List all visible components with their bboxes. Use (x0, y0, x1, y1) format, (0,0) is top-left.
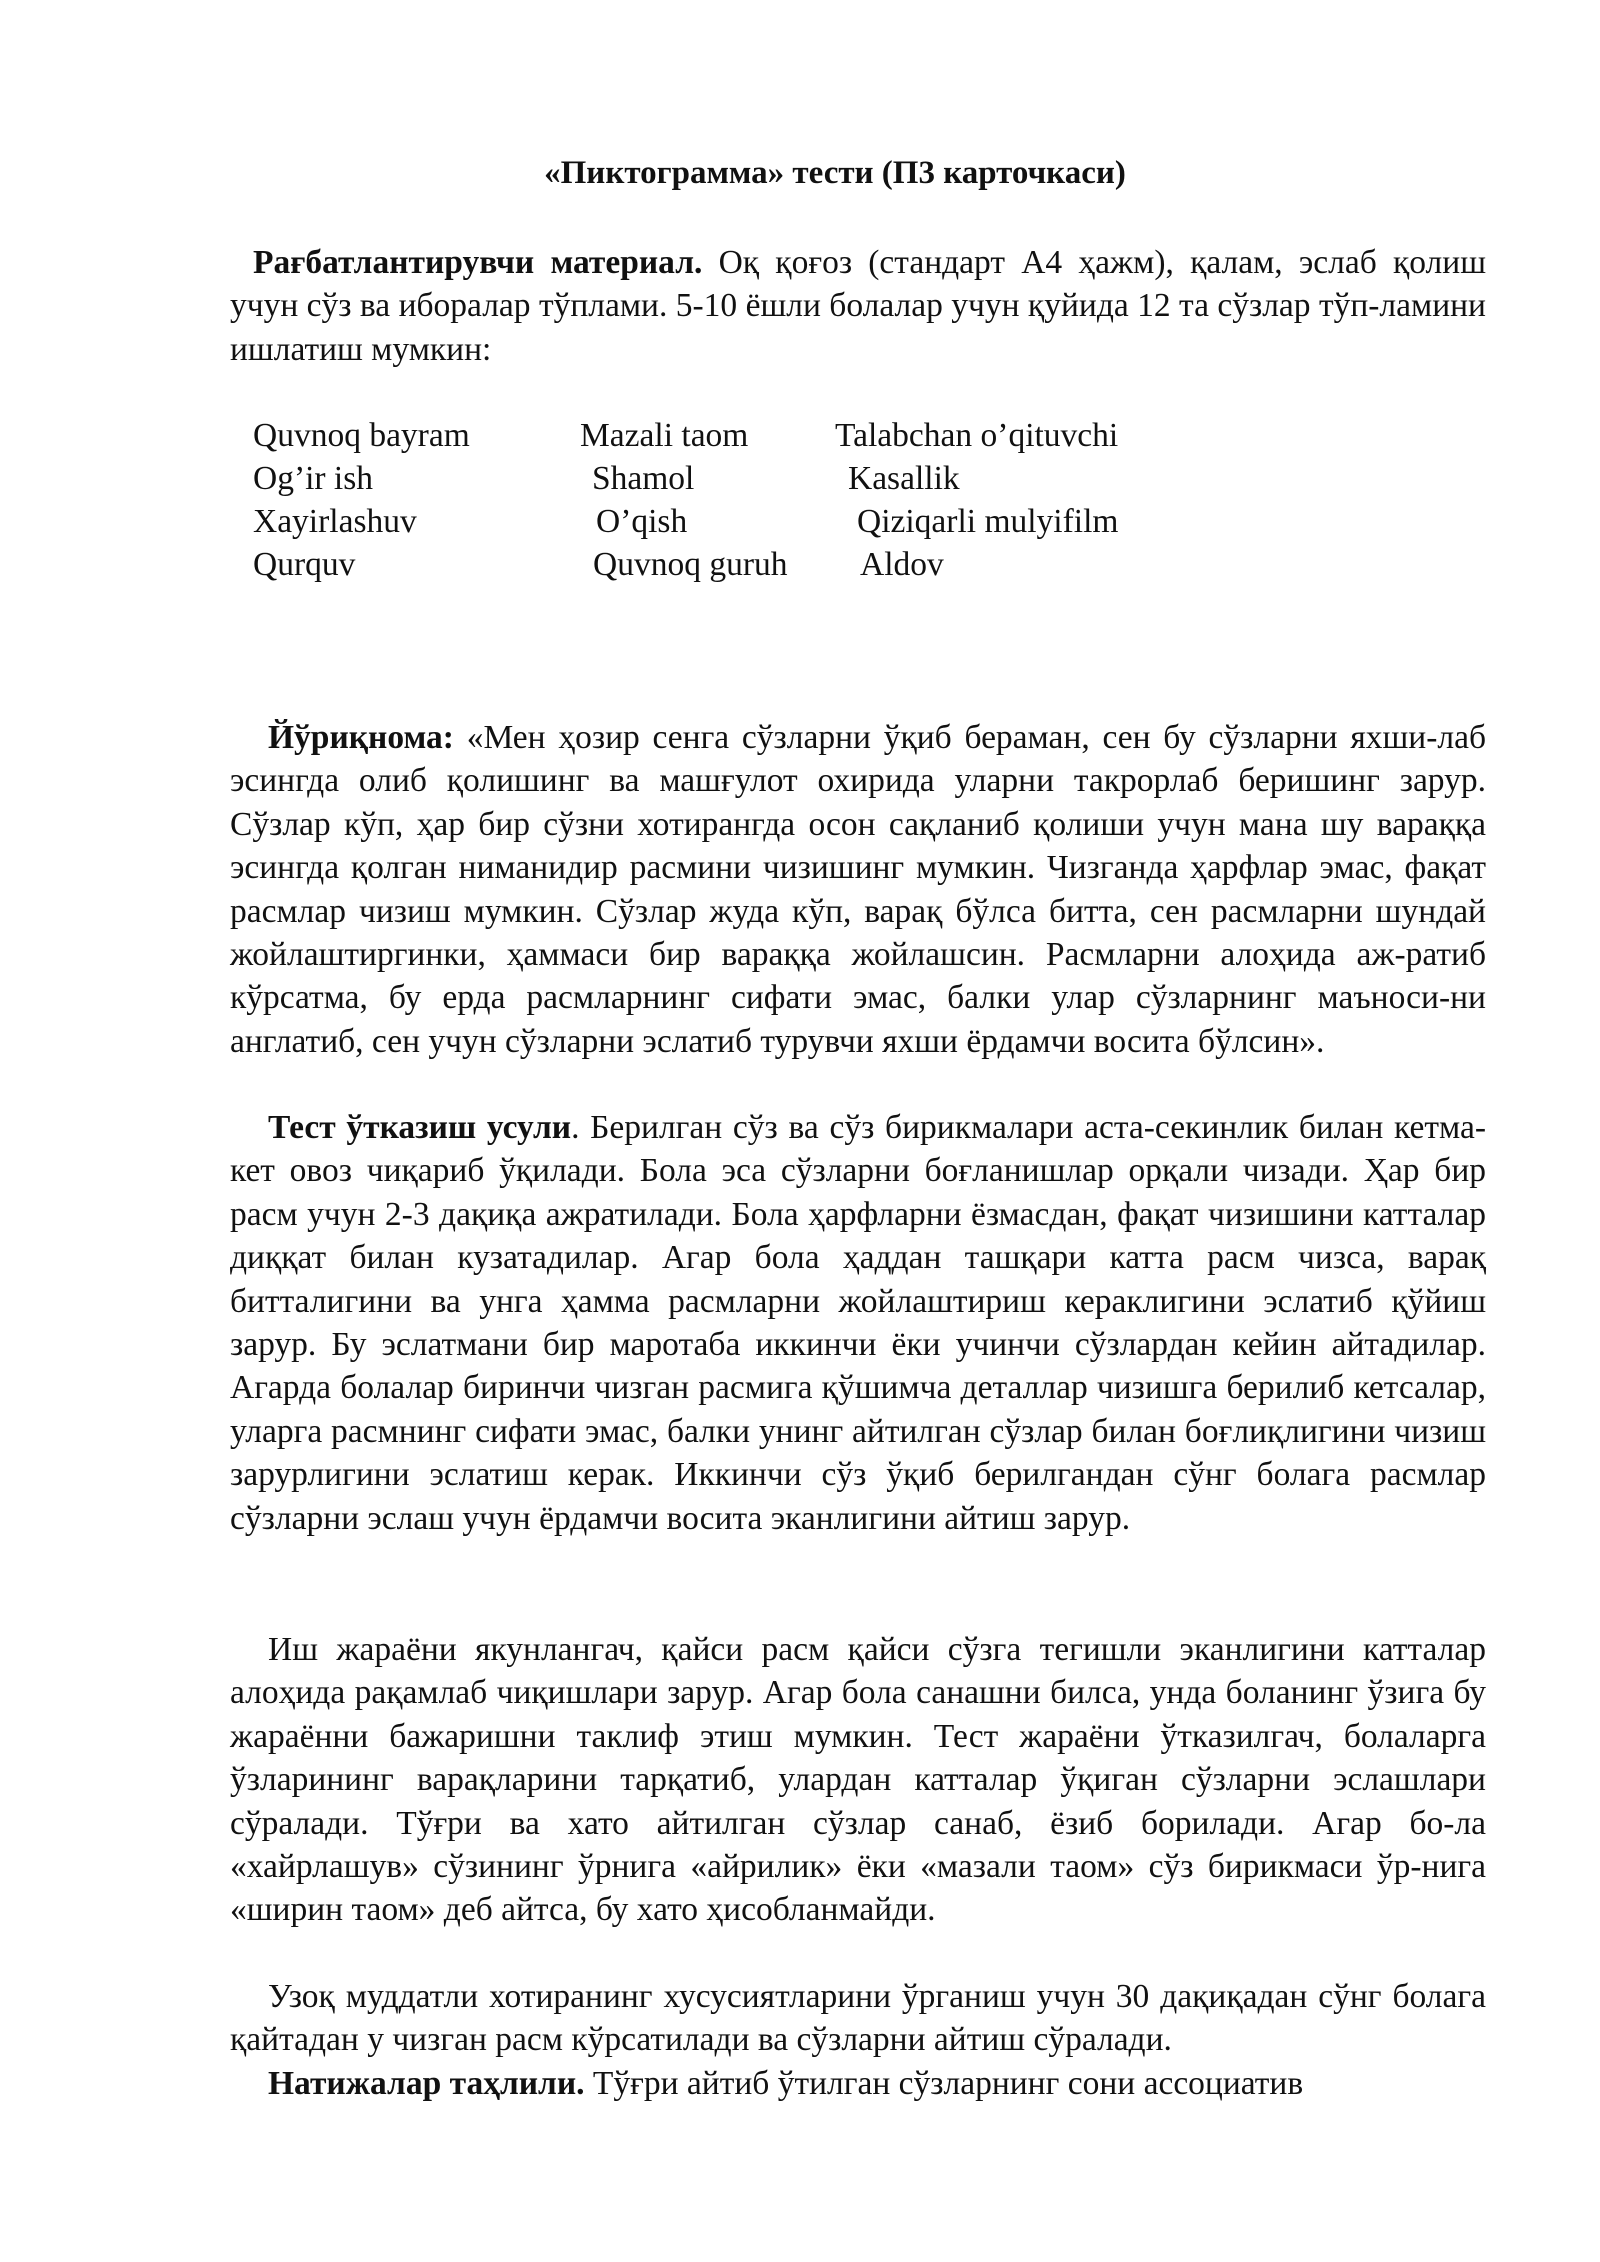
method-lead: Тест ўтказиш усули (268, 1109, 572, 1146)
method-text: . Берилган сўз ва сўз бирикмалари аста-секинлик билан кетма-кет овоз чиқариб ўқилади. Бола эса сўзларни боғланишлар орқали чизади. Ҳар бир расм учун 2-3 дақиқа ажратилади. Бола ҳарфларни ёзмасдан, фақат чизишини катталар диққат билан кузатадилар. Агар бола ҳаддан ташқари катта расм чизса, варақ битталигини ва унга ҳамма расмларни жойлаштириш кераклигини эслатиб қўйиш зарур. Бу эслатмани бир маротаба иккинчи ёки учинчи сўзлардан кейин айтадилар. Агарда болалар биринчи чизган расмига қўшимча деталлар чизишга берилиб кетсалар, уларга расмнинг сифати эмас, балки унинг айтилган сўзлар билан боғлиқлигини чизиш зарурлигини эслатиш керак. Иккинчи сўз ўқиб берилгандан сўнг болага расмлар сўзларни эслаш учун ёрдамчи восита эканлигини айтиш зарур. (230, 1109, 1486, 1537)
page-title: «Пиктограмма» тести (П3 карточкаси) (544, 155, 1126, 191)
word-item: Qiziqarli mulyifilm (857, 503, 1119, 540)
word-item: Quvnoq bayram (253, 417, 470, 454)
instruction-text: «Мен ҳозир сенга сўзларни ўқиб бераман, сен бу сўзларни яхши-лаб эсингда олиб қолишинг ва машғулот охирида уларни такрорлаб беришинг зарур. Сўзлар кўп, ҳар бир сўзни хотирангда осон сақланиб қолиши учун мана шу вараққа эсингда қолган ниманидир расмини чизишинг мумкин. Чизганда ҳарфлар эмас, фақат расмлар чизиш мумкин. Сўзлар жуда кўп, варақ бўлса битта, сен расмларни шундай жойлаштиргинки, ҳаммаси бир вараққа жойлашсин. Расмларни алоҳида аж-ратиб кўрсатма, бу ерда расмларнинг сифати эмас, балки улар сўзларнинг маъноси-ни англатиб, сен учун сўзларни эслатиб турувчи яхши ёрдамчи восита бўлсин». (230, 719, 1486, 1060)
analysis-lead: Натижалар таҳлили. (268, 2065, 585, 2102)
intro-lead: Рағбатлантирувчи материал. (253, 244, 703, 281)
word-item: Aldov (860, 546, 944, 583)
word-item: O’qish (596, 503, 688, 540)
word-item: Quvnoq guruh (593, 546, 788, 583)
instruction-lead: Йўриқнома: (268, 719, 454, 756)
intro-text: Оқ қоғоз (стандарт А4 ҳажм), қалам, эслаб қолиш учун сўз ва иборалар тўплами. 5-10 ёшли болалар учун қуйида 12 та сўзлар тўп-ламини ишлатиш мумкин: (230, 244, 1487, 368)
analysis-text: Тўғри айтиб ўтилган сўзларнинг сони ассоциатив (584, 2065, 1304, 2102)
word-item: Shamol (592, 460, 695, 497)
instruction-paragraph (230, 716, 1486, 1063)
word-item: Og’ir ish (253, 460, 374, 497)
intro-paragraph (230, 241, 1486, 371)
word-item: Kasallik (848, 460, 960, 497)
longterm-paragraph: Узоқ муддатли хотиранинг хусусиятларини ўрганиш учун 30 дақиқадан сўнг болага қайтадан у чизган расм кўрсатилади ва сўзларни айтиш сўралади. (230, 1978, 1486, 2059)
word-item: Qurquv (253, 546, 356, 583)
word-item: Xayirlashuv (253, 503, 417, 540)
word-item: Talabchan o’qituvchi (835, 417, 1119, 454)
word-item: Mazali taom (580, 417, 749, 454)
method-paragraph (230, 1106, 1486, 1540)
process-paragraph: Иш жараёни якунлангач, қайси расм қайси сўзга тегишли эканлигини катталар алоҳида рақамлаб чиқишлари зарур. Агар бола санашни билса, унда боланинг ўзига бу жараённи бажаришни таклиф этиш мумкин. Тест жараёни ўтказилгач, болаларга ўзларининг варақларини тарқатиб, улардан катталар ўқиган сўзларни эслашлари сўралади. Тўғри ва хато айтилган сўзлар санаб, ёзиб борилади. Агар бо-ла «хайрлашув» сўзининг ўрнига «айрилик» ёки «мазали таом» сўз бирикмаси ўр-нига «ширин таом» деб айтса, бу хато ҳисобланмайди. (230, 1631, 1486, 1929)
analysis-paragraph (230, 2062, 1486, 2105)
